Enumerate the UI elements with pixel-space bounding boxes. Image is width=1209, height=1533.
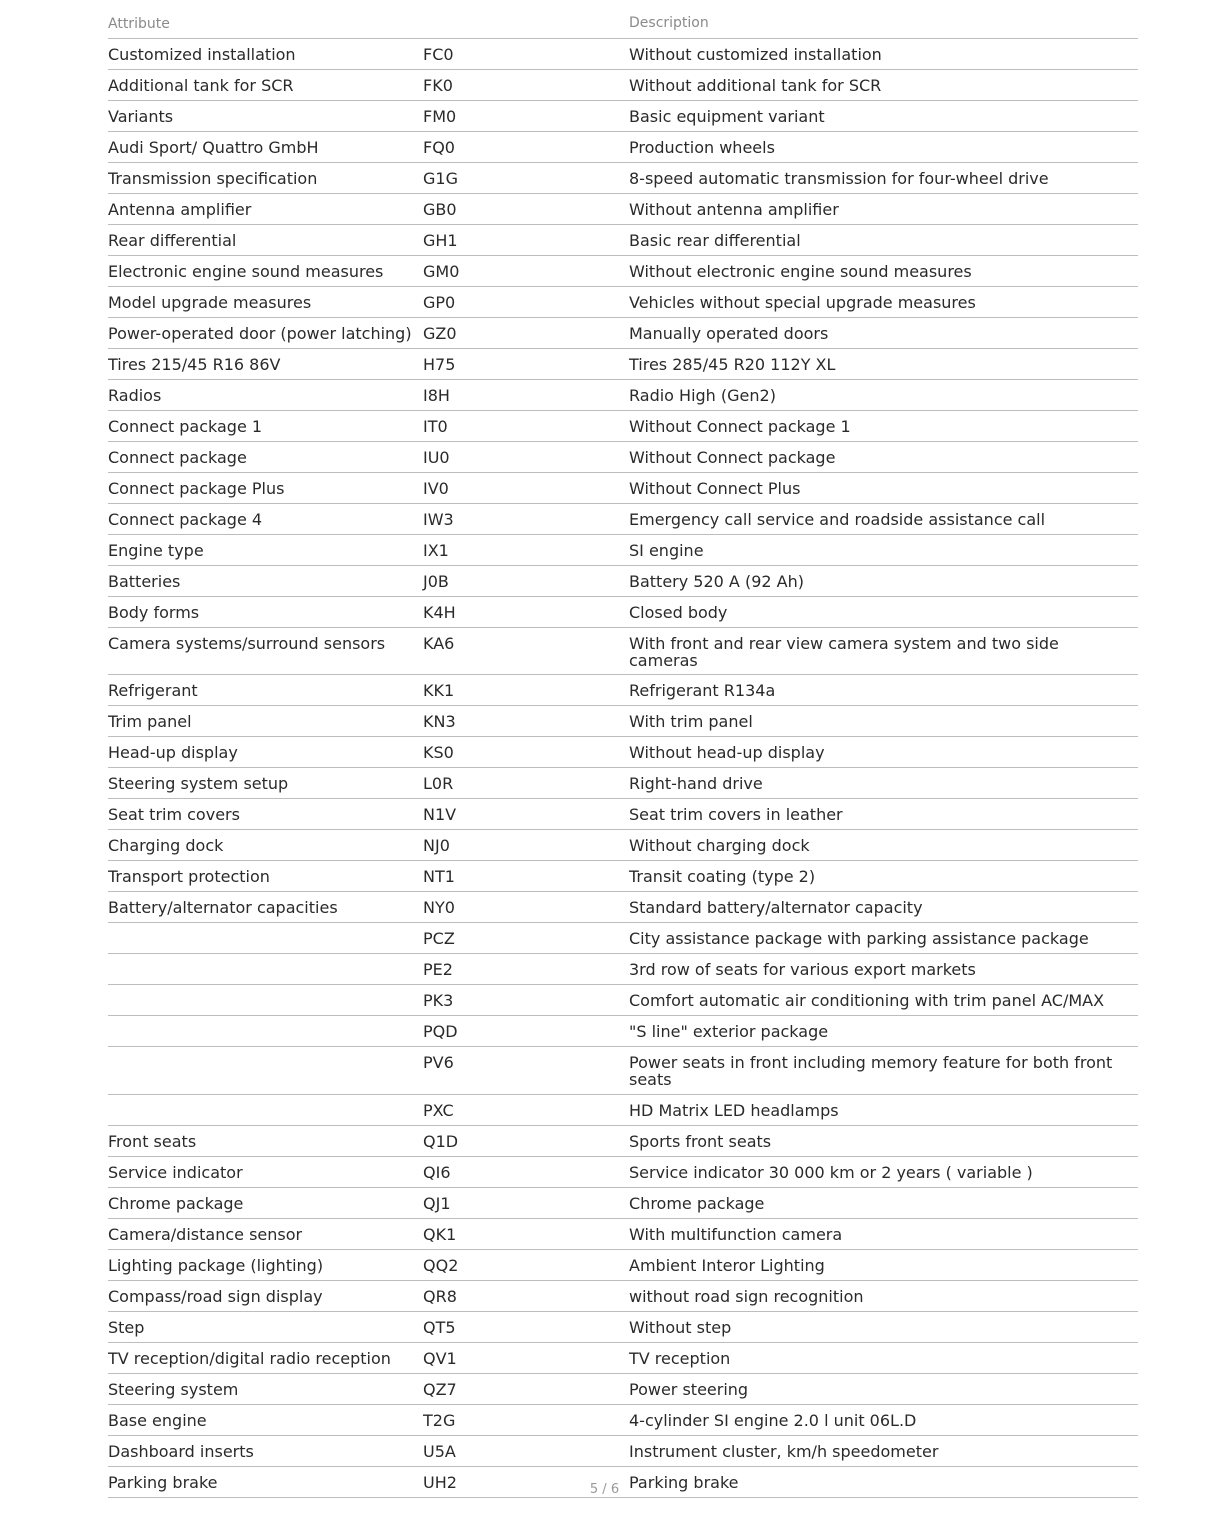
- table-row: [108, 70, 1138, 101]
- cell-attribute: Camera/distance sensor: [108, 1226, 303, 1244]
- table-row: [108, 1343, 1138, 1374]
- cell-description: Without Connect package 1: [629, 417, 851, 436]
- cell-code: FQ0: [423, 138, 455, 157]
- table-row: [108, 892, 1138, 923]
- cell-description: Comfort automatic air conditioning with trim panel AC/MAX: [629, 991, 1105, 1010]
- table-row: [108, 1281, 1138, 1312]
- cell-description: Without charging dock: [629, 836, 810, 855]
- cell-attribute: Additional tank for SCR: [108, 77, 294, 95]
- table-row: [108, 628, 1138, 675]
- cell-code: QI6: [423, 1163, 451, 1182]
- cell-description: Seat trim covers in leather: [629, 805, 843, 824]
- cell-code: PE2: [423, 960, 453, 979]
- cell-code: PCZ: [423, 929, 455, 948]
- table-row: [108, 1312, 1138, 1343]
- table-row: [108, 318, 1138, 349]
- cell-code: U5A: [423, 1442, 456, 1461]
- table-row: [108, 985, 1138, 1016]
- table-row: [108, 799, 1138, 830]
- cell-description: Without Connect package: [629, 448, 836, 467]
- table-row: [108, 954, 1138, 985]
- cell-description: Transit coating (type 2): [629, 867, 816, 886]
- table-row: [108, 1095, 1138, 1126]
- cell-code: GZ0: [423, 324, 457, 343]
- cell-code: I8H: [423, 386, 450, 405]
- cell-code: IX1: [423, 541, 449, 560]
- cell-attribute: Tires 215/45 R16 86V: [108, 356, 281, 374]
- cell-code: QT5: [423, 1318, 456, 1337]
- table-row: [108, 163, 1138, 194]
- table-row: [108, 256, 1138, 287]
- cell-code: IT0: [423, 417, 448, 436]
- table-row: [108, 132, 1138, 163]
- table-body: [108, 39, 1138, 1498]
- cell-attribute: Step: [108, 1319, 145, 1337]
- cell-code: NT1: [423, 867, 455, 886]
- cell-attribute: Connect package 4: [108, 511, 263, 529]
- cell-code: GP0: [423, 293, 456, 312]
- cell-description: 4-cylinder SI engine 2.0 l unit 06L.D: [629, 1411, 917, 1430]
- table-row: [108, 225, 1138, 256]
- cell-description: Without head-up display: [629, 743, 825, 762]
- cell-attribute: Camera systems/surround sensors: [108, 635, 386, 653]
- cell-code: FK0: [423, 76, 453, 95]
- cell-description: Without step: [629, 1318, 732, 1337]
- cell-description: 3rd row of seats for various export markets: [629, 960, 976, 979]
- cell-attribute: Transmission specification: [108, 170, 318, 188]
- cell-code: QK1: [423, 1225, 457, 1244]
- cell-attribute: Radios: [108, 387, 162, 405]
- cell-description: SI engine: [629, 541, 704, 560]
- cell-code: PXC: [423, 1101, 454, 1120]
- cell-description: With trim panel: [629, 712, 753, 731]
- cell-description: 8-speed automatic transmission for four-wheel drive: [629, 169, 1049, 188]
- cell-description: Parking brake: [629, 1473, 739, 1492]
- cell-attribute: Chrome package: [108, 1195, 244, 1213]
- cell-description: Emergency call service and roadside assistance call: [629, 510, 1046, 529]
- cell-code: Q1D: [423, 1132, 459, 1151]
- cell-attribute: Head-up display: [108, 744, 238, 762]
- cell-description: Without electronic engine sound measures: [629, 262, 972, 281]
- column-header-attribute: Attribute: [108, 16, 170, 32]
- cell-attribute: Audi Sport/ Quattro GmbH: [108, 139, 319, 157]
- cell-attribute: Steering system setup: [108, 775, 289, 793]
- cell-attribute: Transport protection: [108, 868, 270, 886]
- cell-description: Ambient Interor Lighting: [629, 1256, 825, 1275]
- cell-attribute: Base engine: [108, 1412, 207, 1430]
- table-row: [108, 411, 1138, 442]
- cell-code: J0B: [423, 572, 449, 591]
- cell-description: TV reception: [629, 1349, 731, 1368]
- cell-code: GH1: [423, 231, 458, 250]
- cell-description: Chrome package: [629, 1194, 765, 1213]
- cell-description: Manually operated doors: [629, 324, 829, 343]
- table-row: [108, 1219, 1138, 1250]
- cell-description: City assistance package with parking assistance package: [629, 929, 1089, 948]
- cell-code: PQD: [423, 1022, 458, 1041]
- table-row: [108, 39, 1138, 70]
- cell-attribute: Service indicator: [108, 1164, 243, 1182]
- cell-attribute: Connect package: [108, 449, 247, 467]
- cell-attribute: TV reception/digital radio reception: [108, 1350, 391, 1368]
- cell-description: Radio High (Gen2): [629, 386, 776, 405]
- cell-code: GM0: [423, 262, 460, 281]
- cell-attribute: Parking brake: [108, 1474, 218, 1492]
- cell-code: IV0: [423, 479, 449, 498]
- cell-attribute: Refrigerant: [108, 682, 198, 700]
- cell-code: KS0: [423, 743, 454, 762]
- cell-attribute: Power-operated door (power latching): [108, 325, 412, 343]
- cell-description: Closed body: [629, 603, 728, 622]
- table-row: [108, 1126, 1138, 1157]
- cell-description: Without antenna amplifier: [629, 200, 839, 219]
- cell-description: Battery 520 A (92 Ah): [629, 572, 804, 591]
- cell-code: QZ7: [423, 1380, 457, 1399]
- cell-attribute: Trim panel: [108, 713, 192, 731]
- cell-attribute: Engine type: [108, 542, 204, 560]
- cell-attribute: Compass/road sign display: [108, 1288, 323, 1306]
- cell-code: KA6: [423, 634, 455, 653]
- table-header-row: [108, 8, 1138, 39]
- cell-description: Sports front seats: [629, 1132, 772, 1151]
- cell-code: GB0: [423, 200, 457, 219]
- cell-code: QQ2: [423, 1256, 459, 1275]
- table-row: [108, 1157, 1138, 1188]
- cell-attribute: Lighting package (lighting): [108, 1257, 324, 1275]
- table-row: [108, 535, 1138, 566]
- cell-description: Basic equipment variant: [629, 107, 825, 126]
- cell-description: Tires 285/45 R20 112Y XL: [629, 355, 836, 374]
- table-row: [108, 1047, 1138, 1095]
- table-row: [108, 1250, 1138, 1281]
- cell-attribute: Battery/alternator capacities: [108, 899, 338, 917]
- cell-description: Power steering: [629, 1380, 749, 1399]
- cell-attribute: Dashboard inserts: [108, 1443, 254, 1461]
- cell-attribute: Charging dock: [108, 837, 224, 855]
- table-row: [108, 1405, 1138, 1436]
- cell-description: without road sign recognition: [629, 1287, 864, 1306]
- cell-attribute: Electronic engine sound measures: [108, 263, 384, 281]
- cell-code: PV6: [423, 1053, 454, 1072]
- cell-description: Without customized installation: [629, 45, 882, 64]
- cell-attribute: Rear differential: [108, 232, 237, 250]
- cell-description: Vehicles without special upgrade measures: [629, 293, 976, 312]
- table-row: [108, 1436, 1138, 1467]
- cell-attribute: Front seats: [108, 1133, 197, 1151]
- cell-description: Production wheels: [629, 138, 775, 157]
- table-row: [108, 566, 1138, 597]
- cell-code: QJ1: [423, 1194, 451, 1213]
- table-row: [108, 442, 1138, 473]
- cell-attribute: Model upgrade measures: [108, 294, 312, 312]
- table-row: [108, 597, 1138, 628]
- cell-description: Right-hand drive: [629, 774, 763, 793]
- cell-attribute: Body forms: [108, 604, 200, 622]
- cell-code: NJ0: [423, 836, 450, 855]
- cell-attribute: Customized installation: [108, 46, 296, 64]
- cell-description: Without Connect Plus: [629, 479, 801, 498]
- table-row: [108, 101, 1138, 132]
- table-row: [108, 504, 1138, 535]
- cell-attribute: Batteries: [108, 573, 181, 591]
- table-row: [108, 737, 1138, 768]
- table-row: [108, 1374, 1138, 1405]
- cell-code: IU0: [423, 448, 450, 467]
- cell-description: "S line" exterior package: [629, 1022, 829, 1041]
- cell-attribute: Connect package 1: [108, 418, 263, 436]
- cell-code: KK1: [423, 681, 455, 700]
- cell-description: HD Matrix LED headlamps: [629, 1101, 839, 1120]
- cell-code: PK3: [423, 991, 454, 1010]
- cell-code: UH2: [423, 1473, 457, 1492]
- table-row: [108, 861, 1138, 892]
- table-row: [108, 768, 1138, 799]
- table-row: [108, 1188, 1138, 1219]
- table-row: [108, 287, 1138, 318]
- cell-code: L0R: [423, 774, 454, 793]
- cell-code: N1V: [423, 805, 457, 824]
- cell-code: NY0: [423, 898, 455, 917]
- cell-attribute: Steering system: [108, 1381, 239, 1399]
- table-row: [108, 923, 1138, 954]
- cell-code: G1G: [423, 169, 458, 188]
- cell-code: QV1: [423, 1349, 457, 1368]
- cell-attribute: Variants: [108, 108, 174, 126]
- cell-description: Basic rear differential: [629, 231, 801, 250]
- cell-description: Standard battery/alternator capacity: [629, 898, 923, 917]
- table-row: [108, 473, 1138, 504]
- cell-attribute: Antenna amplifier: [108, 201, 252, 219]
- cell-description: Service indicator 30 000 km or 2 years ( variable ): [629, 1163, 1033, 1182]
- cell-attribute: Seat trim covers: [108, 806, 240, 824]
- cell-description: With multifunction camera: [629, 1225, 843, 1244]
- table-row: [108, 706, 1138, 737]
- cell-code: FM0: [423, 107, 457, 126]
- cell-description: With front and rear view camera system and two side cameras: [629, 634, 1059, 670]
- equipment-table: [108, 8, 1138, 1498]
- table-row: [108, 830, 1138, 861]
- column-header-description: Description: [629, 15, 709, 31]
- cell-code: T2G: [423, 1411, 456, 1430]
- table-row: [108, 1016, 1138, 1047]
- table-row: [108, 349, 1138, 380]
- cell-code: K4H: [423, 603, 456, 622]
- table-row: [108, 675, 1138, 706]
- cell-code: IW3: [423, 510, 454, 529]
- cell-code: FC0: [423, 45, 454, 64]
- table-row: [108, 380, 1138, 411]
- cell-attribute: Connect package Plus: [108, 480, 285, 498]
- cell-description: Refrigerant R134a: [629, 681, 776, 700]
- cell-description: Instrument cluster, km/h speedometer: [629, 1442, 939, 1461]
- cell-code: QR8: [423, 1287, 457, 1306]
- table-row: [108, 194, 1138, 225]
- cell-code: H75: [423, 355, 456, 374]
- page-indicator: 5 / 6: [589, 1482, 620, 1497]
- cell-code: KN3: [423, 712, 456, 731]
- cell-description: Without additional tank for SCR: [629, 76, 882, 95]
- cell-description: Power seats in front including memory feature for both front seats: [629, 1053, 1113, 1089]
